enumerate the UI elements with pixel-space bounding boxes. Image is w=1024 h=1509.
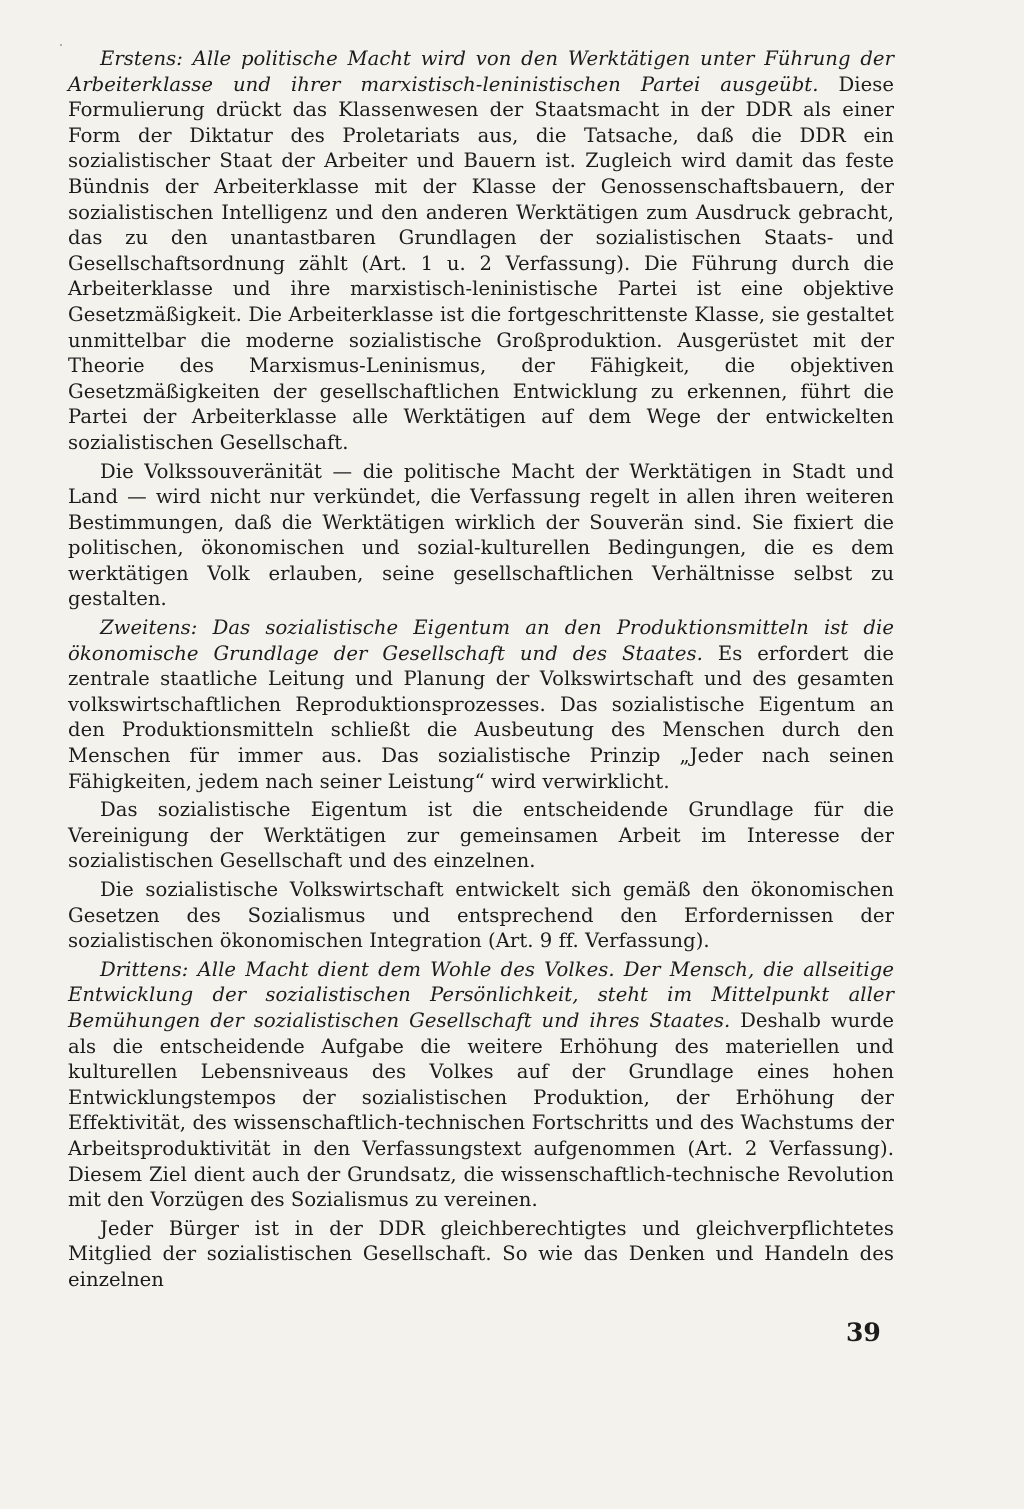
paragraph-eigentum	[68, 797, 894, 874]
paragraph-body: Die sozialistische Volkswirtschaft entwickelt sich gemäß den ökonomischen Gesetzen des Sozialismus und entsprechend den Erfordernissen der sozialistischen ökonomischen Integration (Art. 9 ff. Verfassung).	[68, 878, 894, 953]
paragraph-lead-italic: Zweitens: Das sozialistische Eigentum an den Produktionsmitteln ist die ökonomische Grundlage der Gesellschaft und des Staates.	[68, 616, 894, 665]
paragraph-volkswirtschaft	[68, 877, 894, 954]
paragraph-body: Es erfordert die zentrale staatliche Leitung und Planung der Volkswirtschaft und des gesamten volkswirtschaftlichen Reproduktionsprozesses. Das sozialistische Eigentum an den Produktionsmitteln schließt die Ausbeutung des Menschen durch den Menschen für immer aus. Das sozialistische Prinzip „Jeder nach seinen Fähigkeiten, jedem nach seiner Leistung“ wird verwirklicht.	[68, 641, 894, 793]
body-text	[68, 46, 894, 1293]
paragraph-drittens	[68, 957, 894, 1213]
scan-speck	[60, 44, 62, 46]
paragraph-body: Die Volkssouveränität — die politische Macht der Werktätigen in Stadt und Land — wird nicht nur verkündet, die Verfassung regelt in allen ihren weiteren Bestimmungen, daß die Werktätigen wirklich der Souverän sind. Sie fixiert die politischen, ökonomischen und sozial-kulturellen Bedingungen, die es dem werktätigen Volk erlauben, seine gesellschaftlichen Verhältnisse selbst zu gestalten.	[68, 459, 894, 611]
paragraph-lead-italic: Erstens: Alle politische Macht wird von den Werktätigen unter Führung der Arbeiterklasse und ihrer marxistisch-leninistischen Partei ausgeübt.	[68, 47, 894, 96]
paragraph-buerger	[68, 1216, 894, 1293]
paragraph-body: Jeder Bürger ist in der DDR gleichberechtigtes und gleichverpflichtetes Mitglied der sozialistischen Gesellschaft. So wie das Denken und Handeln des einzelnen	[68, 1216, 894, 1291]
paragraph-body: Deshalb wurde als die entscheidende Aufgabe die weitere Erhöhung des materiellen und kulturellen Lebensniveaus des Volkes auf der Grundlage eines hohen Entwicklungstempos der sozialistischen Produktion, der Erhöhung der Effektivität, des wissenschaftlich-technischen Fortschritts und des Wachstums der Arbeitsproduktivität in den Verfassungstext aufgenommen (Art. 2 Verfassung). Diesem Ziel dient auch der Grundsatz, die wissenschaftlich-technische Revolution mit den Vorzügen des Sozialismus zu vereinen.	[68, 1008, 894, 1212]
paragraph-erstens	[68, 46, 894, 456]
paragraph-zweitens	[68, 615, 894, 794]
paragraph-body: Diese Formulierung drückt das Klassenwesen der Staatsmacht in der DDR als einer Form der Diktatur des Proletariats aus, die Tatsache, daß die DDR ein sozialistischer Staat der Arbeiter und Bauern ist. Zugleich wird damit das feste Bündnis der Arbeiterklasse mit der Klasse der Genossenschaftsbauern, der sozialistischen Intelligenz und den anderen Werktätigen zum Ausdruck gebracht, das zu den unantastbaren Grundlagen der sozialistischen Staats- und Gesellschaftsordnung zählt (Art. 1 u. 2 Verfassung). Die Führung durch die Arbeiterklasse und ihre marxistisch-leninistische Partei ist eine objektive Gesetzmäßigkeit. Die Arbeiterklasse ist die fortgeschrittenste Klasse, sie gestaltet unmittelbar die moderne sozialistische Großproduktion. Ausgerüstet mit der Theorie des Marxismus-Leninismus, der Fähigkeit, die objektiven Gesetzmäßigkeiten der gesellschaftlichen Entwicklung zu erkennen, führt die Partei der Arbeiterklasse alle Werktätigen auf dem Wege der entwickelten sozialistischen Gesellschaft.	[68, 72, 894, 454]
page-number: 39	[846, 1318, 881, 1347]
paragraph-body: Das sozialistische Eigentum ist die entscheidende Grundlage für die Vereinigung der Werktätigen zur gemeinsamen Arbeit im Interesse der sozialistischen Gesellschaft und des einzelnen.	[68, 798, 894, 873]
paragraph-volkssouveraenitaet	[68, 459, 894, 613]
paragraph-lead-italic: Drittens: Alle Macht dient dem Wohle des Volkes. Der Mensch, die allseitige Entwicklung der sozialistischen Persönlichkeit, steht im Mittelpunkt aller Bemühungen der sozialistischen Gesellschaft und ihres Staates.	[68, 957, 894, 1032]
